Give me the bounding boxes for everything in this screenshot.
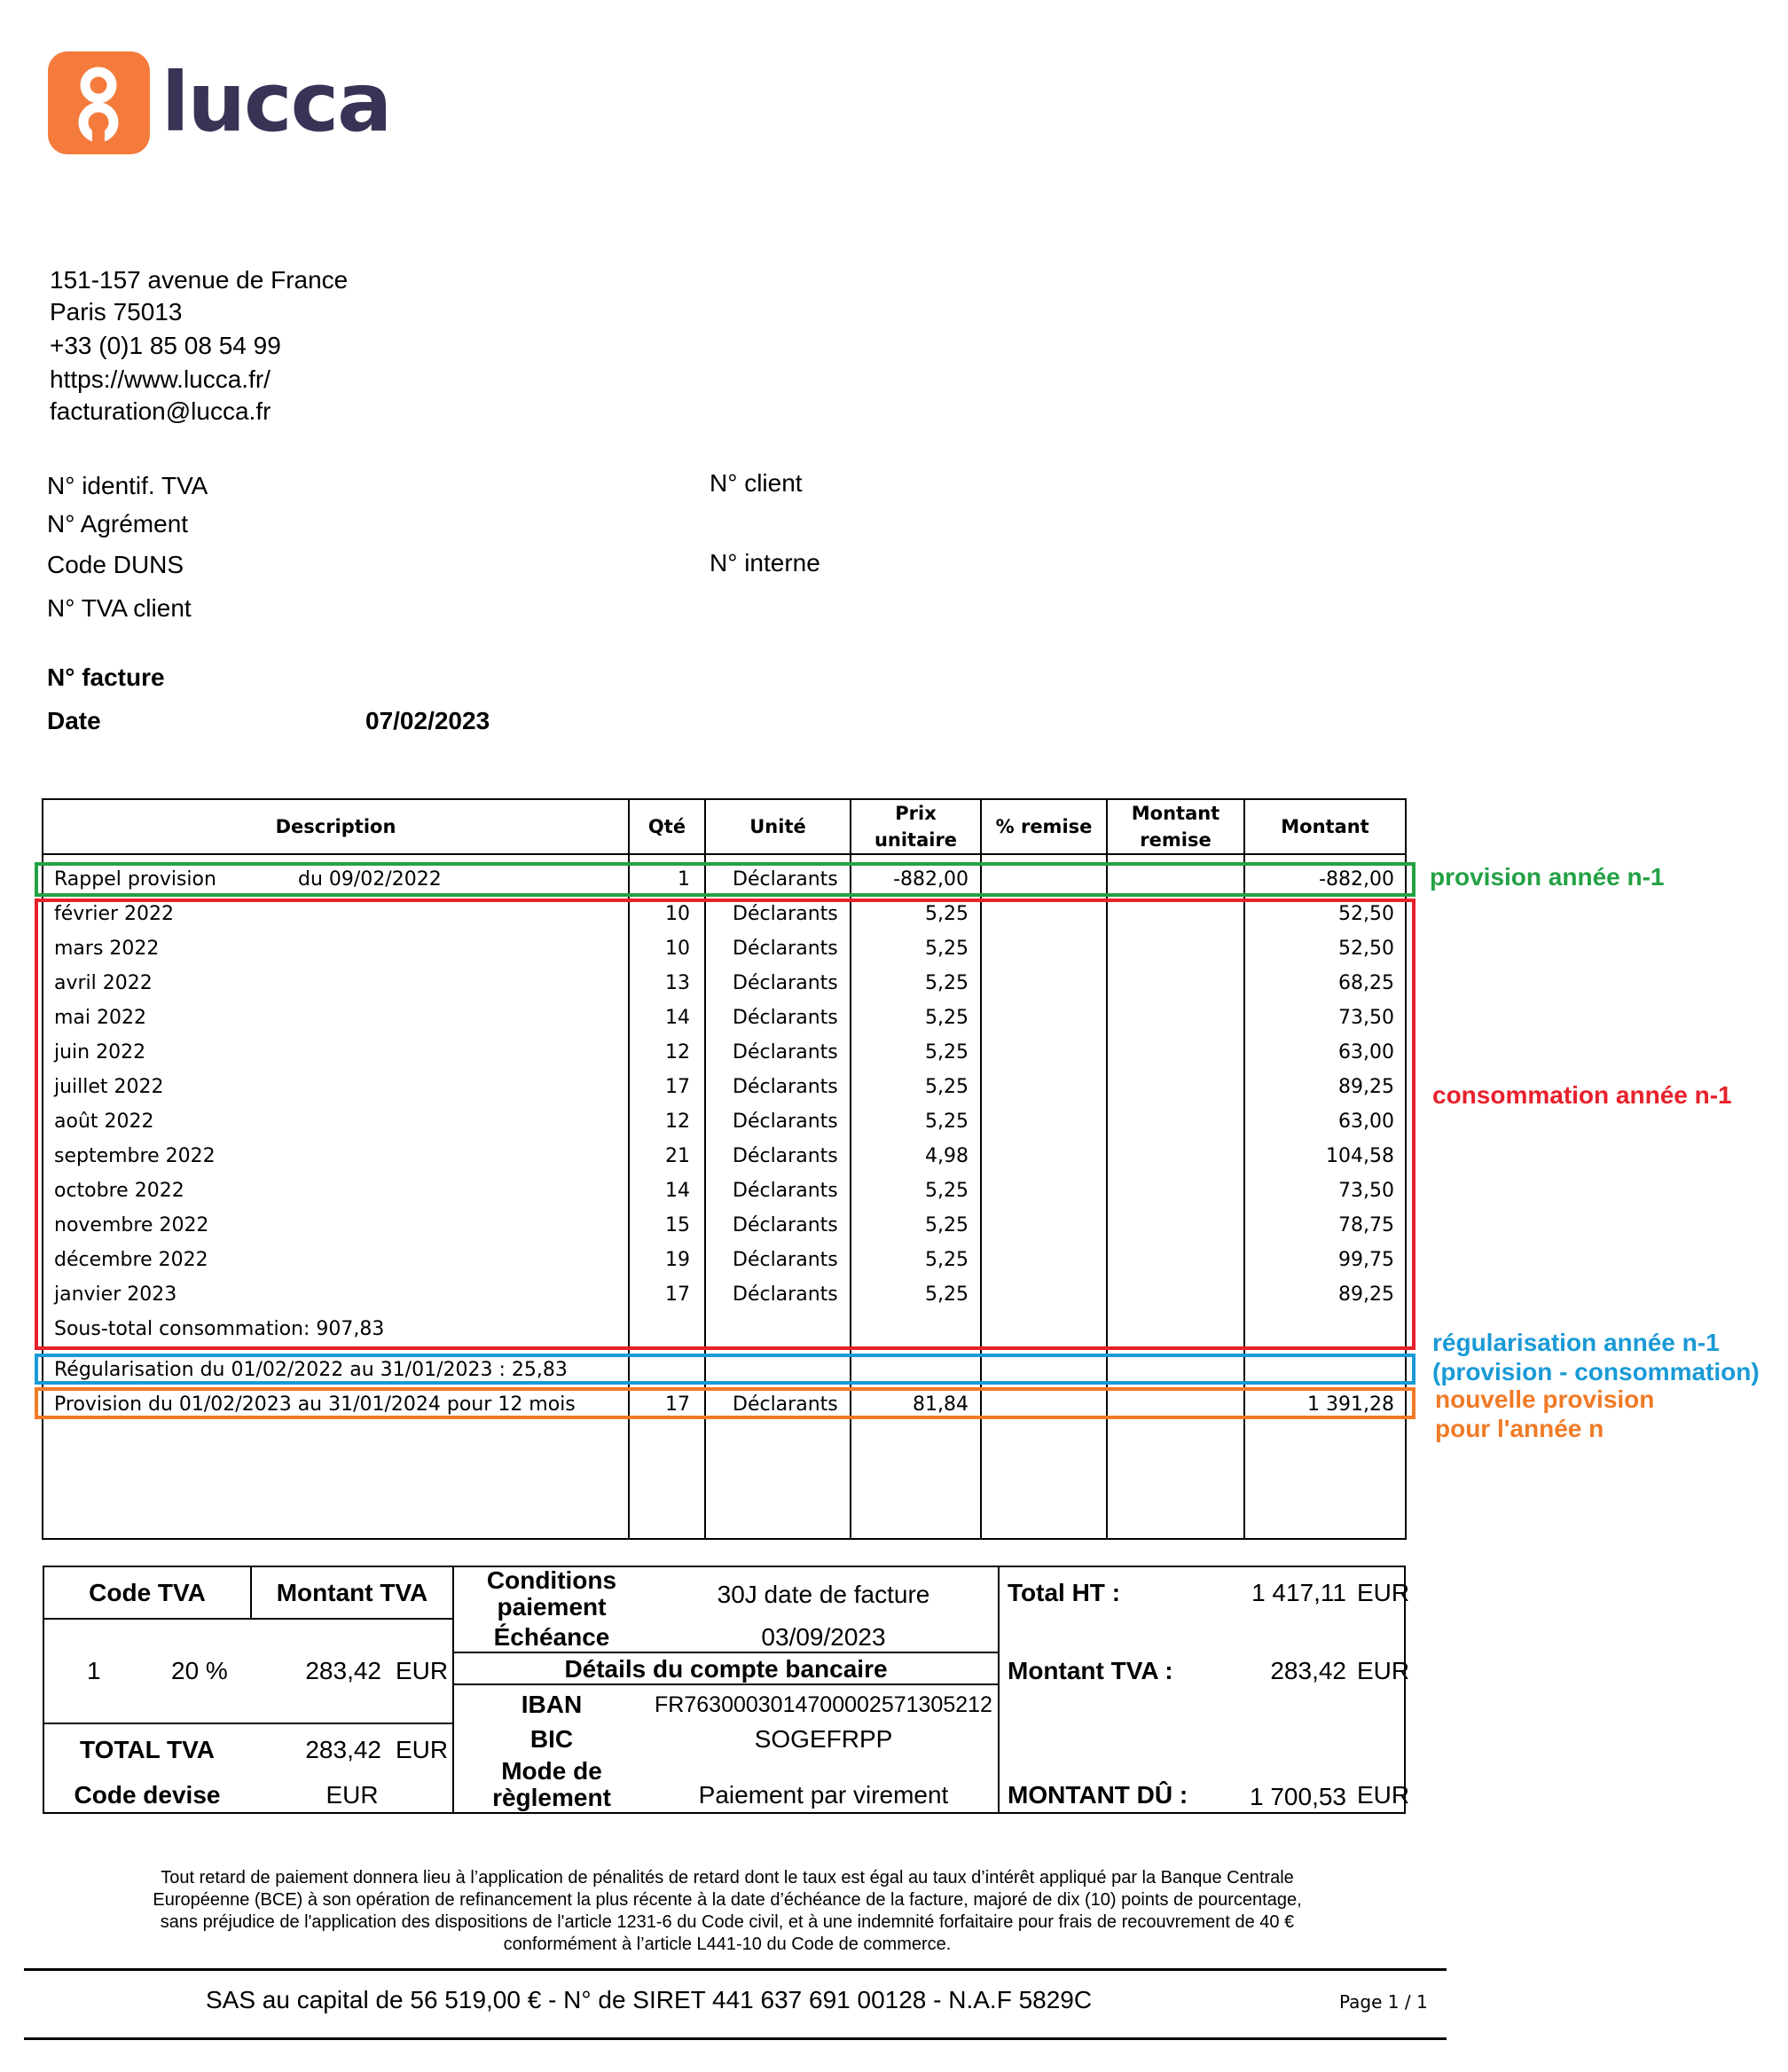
row-description: décembre 2022: [54, 1249, 208, 1271]
col-discount-amount: remise: [1140, 829, 1212, 851]
currency: EUR: [396, 1657, 449, 1684]
subtotal: Sous-total consommation: 907,83: [54, 1318, 385, 1340]
company-info: SAS au capital de 56 519,00 € - N° de SIRET 441 637 691 00128 - N.A.F 5829C: [206, 1986, 1093, 2013]
consommation-highlight: [35, 899, 1416, 1350]
row-amount: 68,25: [1338, 972, 1394, 994]
row-unit: Déclarants: [733, 972, 838, 994]
invoice-date-label: Date: [47, 707, 101, 734]
legal-line: Européenne (BCE) à son opération de refinancement la plus récente à la date d’échéance de la facture, majoré de dix (10) points de pourcentage,: [153, 1890, 1302, 1910]
row-qty: 19: [665, 1249, 690, 1271]
payment-mode-value: Paiement par virement: [698, 1781, 949, 1809]
phone: +33 (0)1 85 08 54 99: [50, 332, 281, 359]
iban-label: IBAN: [521, 1691, 583, 1718]
conditions-value: 30J date de facture: [717, 1581, 930, 1608]
row-unit: Déclarants: [733, 1007, 838, 1029]
row-description: février 2022: [54, 903, 175, 925]
provision-highlight: [35, 862, 1416, 897]
row-unit: Déclarants: [733, 1041, 838, 1063]
row-qty: 17: [665, 1076, 690, 1098]
nouvelle-provision-annotation: nouvelle provision: [1435, 1385, 1655, 1413]
col-price: unitaire: [874, 829, 958, 851]
row-amount: 78,75: [1338, 1214, 1394, 1236]
row-amount: 73,50: [1338, 1180, 1394, 1202]
conditions-label: paiement: [497, 1593, 607, 1621]
iban-value: FR7630003014700002571305212: [655, 1692, 992, 1717]
col-discount: % remise: [995, 816, 1093, 837]
address-line: Paris 75013: [50, 298, 183, 326]
internal-number-label: N° interne: [710, 549, 820, 577]
row-price: 5,25: [925, 1007, 968, 1029]
row-amount: -882,00: [1319, 868, 1394, 891]
row-amount: 73,50: [1338, 1007, 1394, 1029]
payment-mode-label: règlement: [492, 1784, 611, 1811]
total-ht-label: Total HT :: [1008, 1579, 1121, 1606]
row-price: 5,25: [925, 1214, 968, 1236]
tva-code: 1: [87, 1657, 101, 1684]
currency: EUR: [396, 1736, 449, 1763]
legal-line: Tout retard de paiement donnera lieu à l’application de pénalités de retard dont le taux est égal au taux d’intérêt appliqué par la Banque Centrale: [161, 1868, 1294, 1888]
row-price: 5,25: [925, 1041, 968, 1063]
row-description: août 2022: [54, 1111, 154, 1133]
row-description: mai 2022: [54, 1007, 147, 1029]
conditions-label: Conditions: [486, 1566, 617, 1594]
row-price: 4,98: [925, 1145, 968, 1167]
total-tva-label: TOTAL TVA: [80, 1736, 215, 1763]
row-qty: 10: [665, 903, 690, 925]
regularisation-row: Régularisation du 01/02/2022 au 31/01/2023 : 25,83: [54, 1359, 568, 1381]
row-unit: Déclarants: [733, 938, 838, 960]
row-date: du 09/02/2022: [298, 868, 442, 891]
row-qty: 14: [665, 1007, 690, 1029]
row-description: mars 2022: [54, 938, 160, 960]
tva-client-label: N° TVA client: [47, 594, 192, 622]
legal-line: conformément à l’article L441-10 du Code de commerce.: [503, 1935, 952, 1954]
bic-label: BIC: [529, 1725, 574, 1753]
row-qty: 17: [665, 1283, 690, 1306]
row-description: novembre 2022: [54, 1214, 209, 1236]
montant-tva-total-label: Montant TVA :: [1008, 1657, 1173, 1684]
col-amount: Montant: [1281, 816, 1369, 837]
client-number-label: N° client: [710, 469, 803, 497]
row-amount: 99,75: [1338, 1249, 1394, 1271]
row-unit: Déclarants: [733, 1283, 838, 1306]
row-unit: Déclarants: [733, 1145, 838, 1167]
row-qty: 17: [665, 1393, 690, 1416]
row-amount: 52,50: [1338, 903, 1394, 925]
row-unit: Déclarants: [733, 1214, 838, 1236]
total-tva: 283,42: [305, 1736, 381, 1763]
website-link[interactable]: https://www.lucca.fr/: [50, 365, 271, 393]
row-price: 81,84: [913, 1393, 968, 1416]
row-qty: 21: [665, 1145, 690, 1167]
row-description: juillet 2022: [54, 1076, 164, 1098]
logo-icon: [48, 51, 150, 154]
page-number: Page 1 / 1: [1339, 1991, 1428, 2013]
row-description: avril 2022: [54, 972, 153, 994]
row-price: 5,25: [925, 1283, 968, 1306]
invoice-number-label: N° facture: [47, 663, 165, 691]
row-qty: 12: [665, 1111, 690, 1133]
montant-du: 1 700,53: [1250, 1783, 1346, 1810]
montant-du-label: MONTANT DÛ :: [1008, 1781, 1188, 1809]
col-unit: Unité: [749, 816, 806, 837]
brand-name: lucca: [161, 55, 391, 150]
footer-divider: [24, 2037, 1447, 2040]
row-qty: 1: [678, 868, 690, 891]
row-qty: 13: [665, 972, 690, 994]
duns-label: Code DUNS: [47, 551, 184, 578]
montant-tva-label: Montant TVA: [276, 1579, 428, 1606]
nouvelle-provision-highlight: [35, 1387, 1416, 1419]
regularisation-annotation: (provision - consommation): [1432, 1358, 1760, 1385]
row-unit: Déclarants: [733, 1180, 838, 1202]
agrement-label: N° Agrément: [47, 510, 189, 538]
row-description: juin 2022: [54, 1041, 146, 1063]
row-amount: 52,50: [1338, 938, 1394, 960]
email-link[interactable]: facturation@lucca.fr: [50, 397, 271, 425]
row-unit: Déclarants: [733, 1111, 838, 1133]
row-price: 5,25: [925, 1076, 968, 1098]
row-price: 5,25: [925, 972, 968, 994]
nouvelle-provision-annotation: pour l'année n: [1435, 1415, 1604, 1442]
provision-annotation: provision année n-1: [1430, 863, 1665, 891]
row-qty: 15: [665, 1214, 690, 1236]
address-line: 151-157 avenue de France: [50, 266, 349, 294]
row-unit: Déclarants: [733, 868, 838, 891]
row-price: -882,00: [893, 868, 968, 891]
payment-mode-label: Mode de: [501, 1757, 602, 1785]
row-unit: Déclarants: [733, 1076, 838, 1098]
consommation-annotation: consommation année n-1: [1432, 1081, 1732, 1109]
row-amount: 104,58: [1326, 1145, 1394, 1167]
invoice-date: 07/02/2023: [365, 707, 490, 734]
row-qty: 14: [665, 1180, 690, 1202]
bank-details-header: Détails du compte bancaire: [564, 1655, 888, 1683]
row-price: 5,25: [925, 1180, 968, 1202]
echeance-label: Échéance: [493, 1623, 610, 1651]
total-ht: 1 417,11: [1251, 1579, 1346, 1606]
row-description: janvier 2023: [54, 1283, 177, 1306]
row-qty: 10: [665, 938, 690, 960]
row-price: 5,25: [925, 903, 968, 925]
row-unit: Déclarants: [733, 903, 838, 925]
code-tva-label: Code TVA: [89, 1579, 206, 1606]
legal-line: sans préjudice de l'application des dispositions de l'article 1231-6 du Code civil, et à une indemnité forfaitaire pour frais de recouvrement de 40 €: [160, 1912, 1295, 1932]
row-amount: 63,00: [1338, 1111, 1394, 1133]
currency: EUR: [1357, 1657, 1410, 1684]
row-unit: Déclarants: [733, 1393, 838, 1416]
bic-value: SOGEFRPP: [754, 1725, 893, 1753]
tva-id-label: N° identif. TVA: [47, 472, 208, 499]
col-qty: Qté: [647, 816, 686, 837]
col-price: Prix: [895, 803, 937, 824]
regularisation-highlight: [35, 1354, 1416, 1385]
code-devise: EUR: [325, 1781, 379, 1809]
row-description: Provision du 01/02/2023 au 31/01/2024 pour 12 mois: [54, 1393, 576, 1416]
currency: EUR: [1357, 1781, 1410, 1809]
col-description: Description: [275, 816, 396, 837]
row-amount: 1 391,28: [1307, 1393, 1394, 1416]
col-discount-amount: Montant: [1131, 803, 1220, 824]
row-amount: 63,00: [1338, 1041, 1394, 1063]
row-amount: 89,25: [1338, 1076, 1394, 1098]
montant-tva-total: 283,42: [1270, 1657, 1346, 1684]
tva-amount: 283,42: [305, 1657, 381, 1684]
row-description: Rappel provision: [54, 868, 216, 891]
row-price: 5,25: [925, 1111, 968, 1133]
row-unit: Déclarants: [733, 1249, 838, 1271]
row-description: octobre 2022: [54, 1180, 184, 1202]
row-description: septembre 2022: [54, 1145, 216, 1167]
row-qty: 12: [665, 1041, 690, 1063]
row-price: 5,25: [925, 1249, 968, 1271]
row-price: 5,25: [925, 938, 968, 960]
code-devise-label: Code devise: [74, 1781, 221, 1809]
tva-rate: 20 %: [171, 1657, 228, 1684]
currency: EUR: [1357, 1579, 1410, 1606]
row-amount: 89,25: [1338, 1283, 1394, 1306]
echeance-value: 03/09/2023: [761, 1623, 886, 1651]
regularisation-annotation: régularisation année n-1: [1432, 1329, 1720, 1356]
footer-divider: [24, 1968, 1447, 1971]
